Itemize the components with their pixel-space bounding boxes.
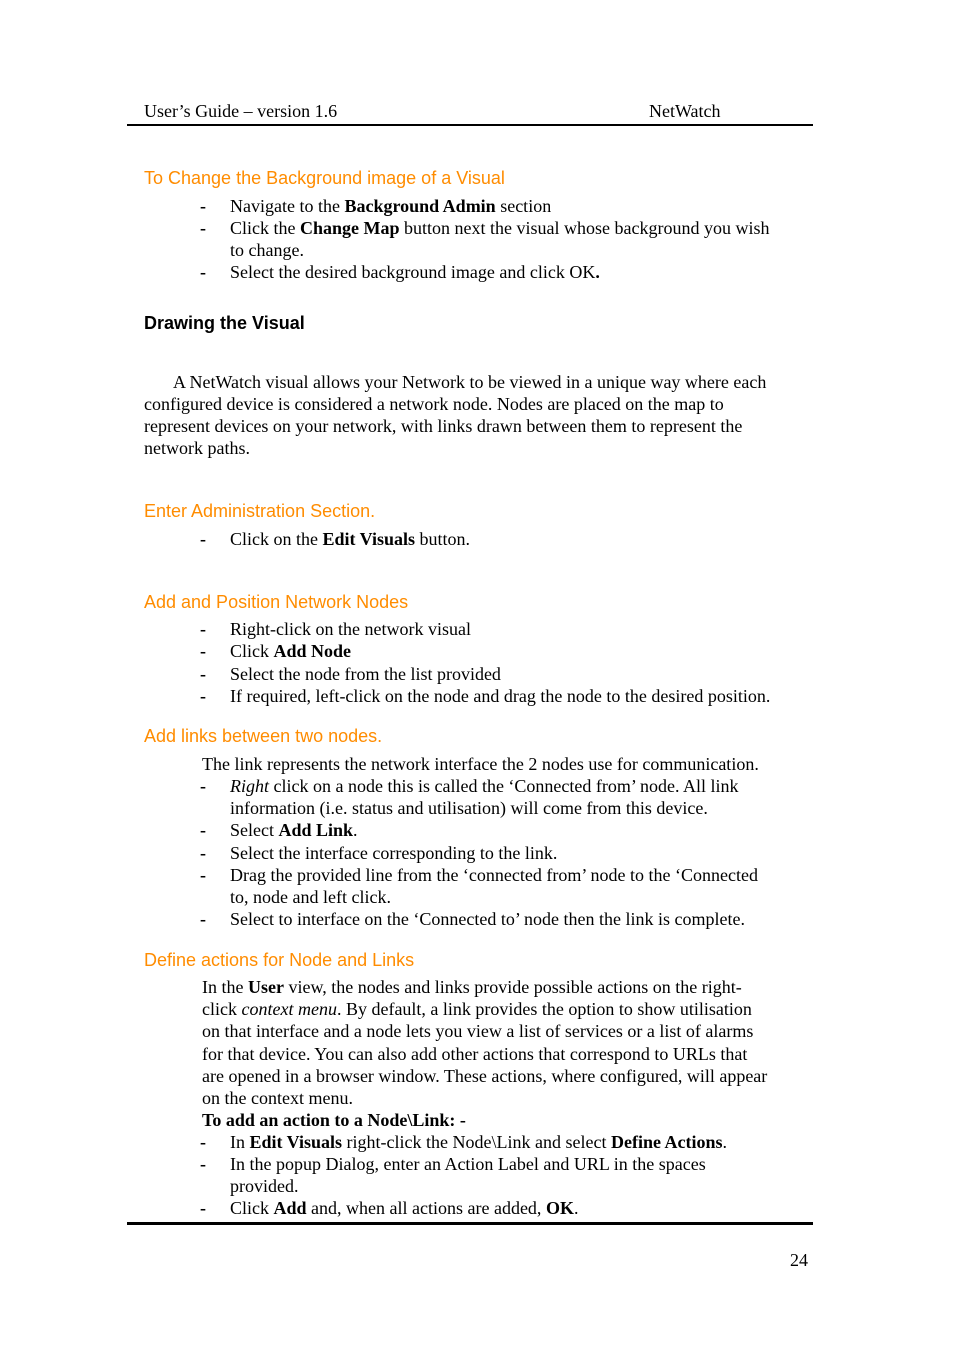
page-number: 24 <box>790 1250 808 1270</box>
list-item: Navigate to the Background Admin section <box>230 196 552 216</box>
list-item-continued: to, node and left click. <box>230 887 391 907</box>
paragraph-line: on the context menu. <box>202 1088 353 1108</box>
bullet-dash: - <box>200 776 206 796</box>
bullet-dash: - <box>200 262 206 282</box>
paragraph-line: are opened in a browser window. These actions, where configured, will appear <box>202 1066 768 1086</box>
bullet-dash: - <box>200 619 206 639</box>
list-item: Select the node from the list provided <box>230 664 501 684</box>
bullet-dash: - <box>200 641 206 661</box>
bullet-dash: - <box>200 1154 206 1174</box>
list-item: Drag the provided line from the ‘connected from’ node to the ‘Connected <box>230 865 758 885</box>
bullet-dash: - <box>200 820 206 840</box>
list-item-continued: information (i.e. status and utilisation) will come from this device. <box>230 798 708 818</box>
list-item-continued: provided. <box>230 1176 299 1196</box>
bullet-dash: - <box>200 1198 206 1218</box>
bullet-dash: - <box>200 865 206 885</box>
list-item: Select to interface on the ‘Connected to’ node then the link is complete. <box>230 909 745 929</box>
list-item: Click Add Node <box>230 641 352 661</box>
bullet-dash: - <box>200 664 206 684</box>
header-product: NetWatch <box>649 101 721 121</box>
list-item: Click on the Edit Visuals button. <box>230 529 471 549</box>
heading-add-nodes: Add and Position Network Nodes <box>144 592 409 612</box>
list-item: Click Add and, when all actions are added, OK. <box>230 1198 579 1218</box>
footer-rule <box>127 1222 813 1225</box>
paragraph-line: configured device is considered a network node. Nodes are placed on the map to <box>144 394 724 414</box>
heading-drawing-visual: Drawing the Visual <box>144 313 305 333</box>
bullet-dash: - <box>200 686 206 706</box>
header-title: User’s Guide – version 1.6 <box>144 101 338 121</box>
heading-define-actions: Define actions for Node and Links <box>144 950 415 970</box>
paragraph-line: network paths. <box>144 438 250 458</box>
paragraph-line: The link represents the network interface the 2 nodes use for communication. <box>202 754 759 774</box>
list-item: Right-click on the network visual <box>230 619 471 639</box>
heading-change-background: To Change the Background image of a Visual <box>144 168 505 188</box>
list-item: In Edit Visuals right-click the Node\Link and select Define Actions. <box>230 1132 727 1152</box>
bullet-dash: - <box>200 529 206 549</box>
bullet-dash: - <box>200 909 206 929</box>
list-item: Select the interface corresponding to the link. <box>230 843 558 863</box>
paragraph-line: on that interface and a node lets you view a list of services or a list of alarms <box>202 1021 754 1041</box>
list-item: Right click on a node this is called the ‘Connected from’ node. All link <box>230 776 739 796</box>
list-item: Select Add Link. <box>230 820 358 840</box>
paragraph-line: click context menu. By default, a link provides the option to show utilisation <box>202 999 752 1019</box>
list-item: If required, left-click on the node and drag the node to the desired position. <box>230 686 771 706</box>
paragraph-line: A NetWatch visual allows your Network to be viewed in a unique way where each <box>173 372 767 392</box>
list-item: Select the desired background image and click OK. <box>230 262 600 282</box>
subheading-add-action: To add an action to a Node\Link: - <box>202 1110 466 1130</box>
list-item-continued: to change. <box>230 240 304 260</box>
list-item: In the popup Dialog, enter an Action Label and URL in the spaces <box>230 1154 706 1174</box>
paragraph-line: In the User view, the nodes and links provide possible actions on the right- <box>202 977 742 997</box>
list-item: Click the Change Map button next the visual whose background you wish <box>230 218 770 238</box>
paragraph-line: represent devices on your network, with links drawn between them to represent the <box>144 416 743 436</box>
heading-enter-admin: Enter Administration Section. <box>144 501 376 521</box>
heading-add-links: Add links between two nodes. <box>144 726 383 746</box>
bullet-dash: - <box>200 218 206 238</box>
bullet-dash: - <box>200 196 206 216</box>
paragraph-line: for that device. You can also add other actions that correspond to URLs that <box>202 1044 748 1064</box>
bullet-dash: - <box>200 1132 206 1152</box>
header-rule <box>127 124 813 126</box>
bullet-dash: - <box>200 843 206 863</box>
